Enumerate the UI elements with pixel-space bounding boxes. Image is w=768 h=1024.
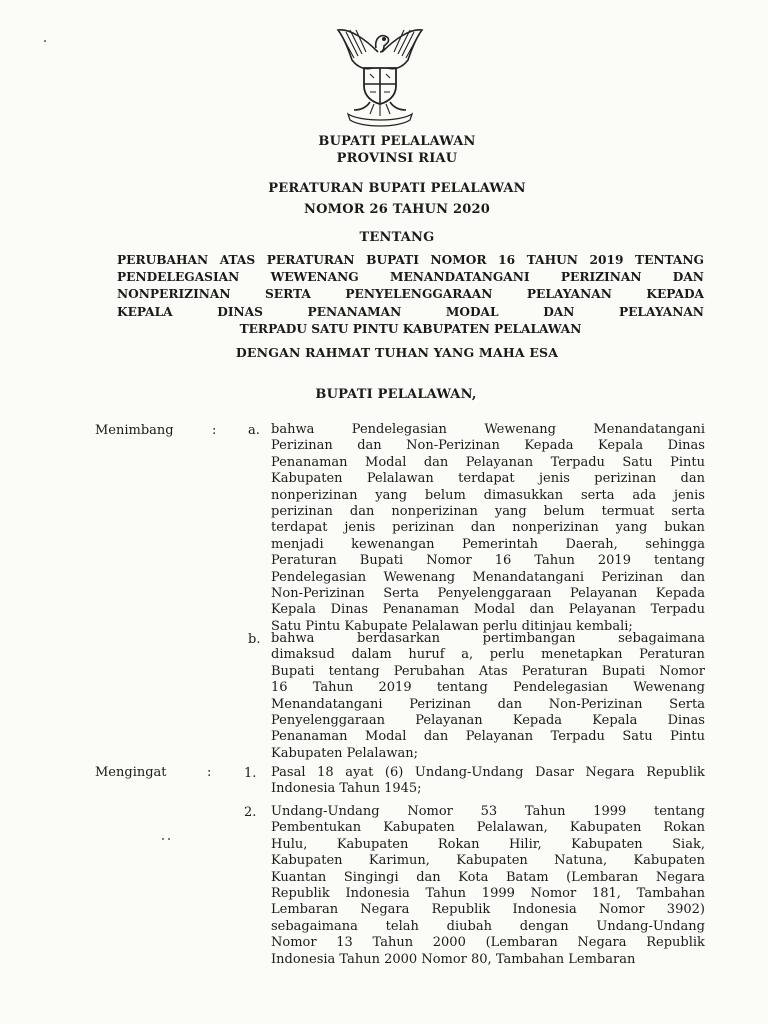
paragraph-line: terdapat jenis perizinan dan nonperizinan yang bukan	[271, 520, 705, 536]
subject-line: TERPADU SATU PINTU KABUPATEN PELALAWAN	[239, 321, 582, 336]
subject-line: NONPERIZINAN SERTA PENYELENGGARAAN PELAYANAN KEPADA	[117, 287, 704, 302]
menimbang-marker-b: b.	[248, 632, 261, 647]
paragraph-line: bahwa Pendelegasian Wewenang Menandatangani	[271, 422, 705, 437]
subject-line: PERUBAHAN ATAS PERATURAN BUPATI NOMOR 16 TAHUN 2019 TENTANG	[117, 253, 704, 267]
paragraph-line: Pendelegasian Wewenang Menandatangani Perizinan dan	[271, 569, 705, 585]
rahmat-line: DENGAN RAHMAT TUHAN YANG MAHA ESA	[235, 345, 559, 360]
mengingat-label: Mengingat	[95, 765, 167, 780]
paragraph-line: Undang-Undang Nomor 53 Tahun 1999 tentang	[271, 804, 705, 819]
paragraph-line: sebagaimana telah diubah dengan Undang-Undang	[271, 918, 705, 934]
paragraph-line: perizinan dan nonperizinan yang belum termuat serta	[271, 504, 705, 520]
paragraph-line: Lembaran Negara Republik Indonesia Nomor 3902)	[271, 902, 705, 918]
scan-speck	[44, 40, 46, 42]
menimbang-marker-a: a.	[248, 423, 260, 438]
paragraph-line: Menandatangani Perizinan dan Non-Perizinan Serta	[271, 696, 705, 712]
paragraph-line: Kabupaten Pelalawan;	[271, 745, 418, 761]
scan-speck	[168, 838, 170, 840]
paragraph-line: Bupati tentang Perubahan Atas Peraturan Bupati Nomor	[271, 663, 705, 679]
paragraph-line: Nomor 13 Tahun 2000 (Lembaran Negara Republik	[271, 935, 705, 951]
mengingat-item-1	[271, 765, 705, 798]
regulation-number: NOMOR 26 TAHUN 2020	[304, 202, 490, 217]
paragraph-line: Penanaman Modal dan Pelayanan Terpadu Satu Pintu	[271, 729, 705, 745]
mengingat-item-2	[271, 804, 705, 968]
mengingat-marker-1: 1.	[244, 766, 257, 781]
paragraph-line: Non-Perizinan Serta Penyelenggaraan Pelayanan Kepada	[271, 586, 705, 602]
mengingat-marker-2: 2.	[244, 805, 257, 820]
paragraph-line: Pasal 18 ayat (6) Undang-Undang Dasar Negara Republik	[271, 765, 705, 780]
paragraph-line: Kabupaten Pelalawan terdapat jenis perizinan dan	[271, 471, 705, 487]
menimbang-item-b	[271, 631, 705, 762]
mengingat-colon: :	[207, 765, 212, 780]
paragraph-line: Kuantan Singingi dan Kota Batam (Lembaran Negara	[271, 869, 705, 885]
regent-signature-heading: BUPATI PELALAWAN,	[315, 387, 477, 402]
paragraph-line: Republik Indonesia Tahun 1999 Nomor 181, Tambahan	[271, 886, 705, 902]
paragraph-line: Hulu, Kabupaten Rokan Hilir, Kabupaten Siak,	[271, 836, 705, 852]
paragraph-line: Indonesia Tahun 1945;	[271, 781, 422, 797]
paragraph-line: Perizinan dan Non-Perizinan Kepada Kepala Dinas	[271, 438, 705, 454]
paragraph-line: Penanaman Modal dan Pelayanan Terpadu Satu Pintu	[271, 454, 705, 470]
paragraph-line: nonperizinan yang belum dimasukkan serta ada jenis	[271, 487, 705, 503]
paragraph-line: Satu Pintu Kabupate Pelalawan perlu ditinjau kembali;	[271, 618, 633, 634]
paragraph-line: Peraturan Bupati Nomor 16 Tahun 2019 tentang	[271, 553, 705, 569]
paragraph-line: 16 Tahun 2019 tentang Pendelegasian Wewenang	[271, 680, 705, 696]
paragraph-line: Pembentukan Kabupaten Pelalawan, Kabupaten Rokan	[271, 820, 705, 836]
menimbang-colon: :	[212, 423, 217, 438]
regulation-subject	[117, 252, 704, 338]
paragraph-line: bahwa berdasarkan pertimbangan sebagaimana	[271, 631, 705, 646]
subject-line: KEPALA DINAS PENANAMAN MODAL DAN PELAYANAN	[117, 304, 704, 319]
menimbang-label: Menimbang	[95, 423, 174, 438]
scan-speck	[162, 838, 164, 840]
menimbang-item-a	[271, 422, 705, 635]
province-title: PROVINSI RIAU	[336, 151, 458, 166]
tentang-heading: TENTANG	[359, 230, 435, 245]
regent-title: BUPATI PELALAWAN	[318, 134, 476, 149]
paragraph-line: dimaksud dalam huruf a, perlu menetapkan Peraturan	[271, 647, 705, 663]
garuda-emblem-icon	[330, 18, 430, 128]
subject-line: PENDELEGASIAN WEWENANG MENANDATANGANI PERIZINAN DAN	[117, 270, 704, 285]
regulation-title: PERATURAN BUPATI PELALAWAN	[268, 181, 526, 196]
paragraph-line: Indonesia Tahun 2000 Nomor 80, Tambahan Lembaran	[271, 951, 636, 967]
paragraph-line: Penyelenggaraan Pelayanan Kepada Kepala Dinas	[271, 713, 705, 729]
paragraph-line: Kepala Dinas Penanaman Modal dan Pelayanan Terpadu	[271, 602, 705, 618]
paragraph-line: menjadi kewenangan Pemerintah Daerah, sehingga	[271, 536, 705, 552]
paragraph-line: Kabupaten Karimun, Kabupaten Natuna, Kabupaten	[271, 853, 705, 869]
